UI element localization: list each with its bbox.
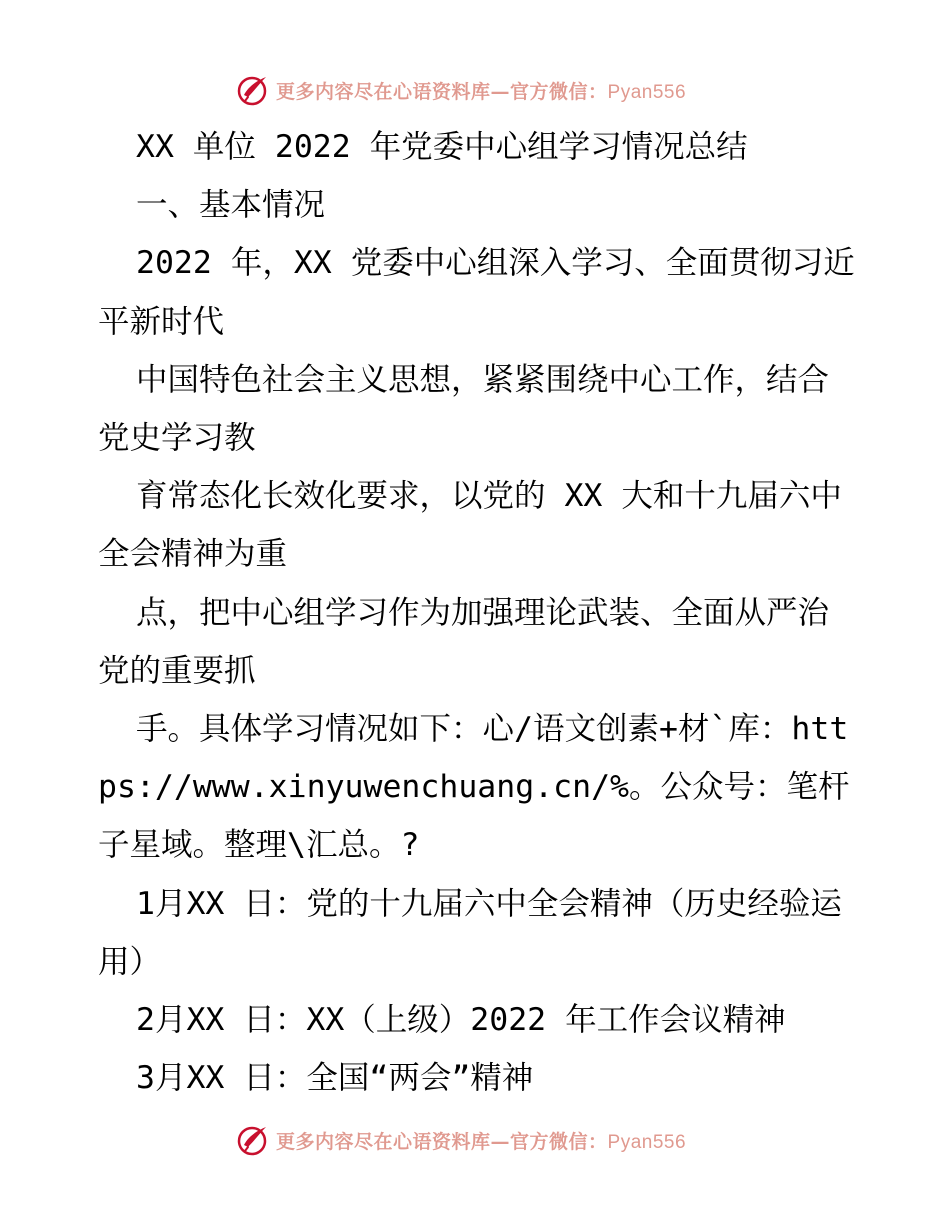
paragraph: 3月XX 日：全国“两会”精神 xyxy=(136,1060,534,1097)
paragraph: 点，把中心组学习作为加强理论武装、全面从严治党的重要抓 xyxy=(98,594,830,689)
watermark-wechat-id: Pyan556 xyxy=(607,81,687,103)
paragraph: 2022 年，XX 党委中心组深入学习、全面贯彻习近平新时代 xyxy=(98,245,855,340)
paragraph: 手。具体学习情况如下：心/语文创素+材`库：https://www.xinyuwenchuang.cn/%。公众号：笔杆子星域。整理\汇总。? xyxy=(98,711,850,864)
footer-watermark xyxy=(236,1120,686,1160)
watermark-text: 更多内容尽在心语资料库—官方微信：Pyan556 xyxy=(276,80,687,103)
paragraph: 1月XX 日：党的十九届六中全会精神（历史经验运用） xyxy=(98,885,842,980)
section-heading: 一、基本情况 xyxy=(136,187,326,224)
header-watermark xyxy=(236,70,686,110)
quill-logo-icon xyxy=(236,73,270,107)
quill-logo-icon xyxy=(236,1123,270,1157)
document-body xyxy=(98,118,858,1107)
watermark-wechat-id: Pyan556 xyxy=(607,1131,687,1153)
watermark-text: 更多内容尽在心语资料库—官方微信：Pyan556 xyxy=(276,1130,687,1153)
paragraph: 2月XX 日：XX（上级）2022 年工作会议精神 xyxy=(136,1002,786,1039)
document-title: XX 单位 2022 年党委中心组学习情况总结 xyxy=(136,129,748,165)
paragraph: 育常态化长效化要求，以党的 XX 大和十九届六中全会精神为重 xyxy=(98,478,842,573)
paragraph: 中国特色社会主义思想，紧紧围绕中心工作，结合党史学习教 xyxy=(98,361,830,457)
